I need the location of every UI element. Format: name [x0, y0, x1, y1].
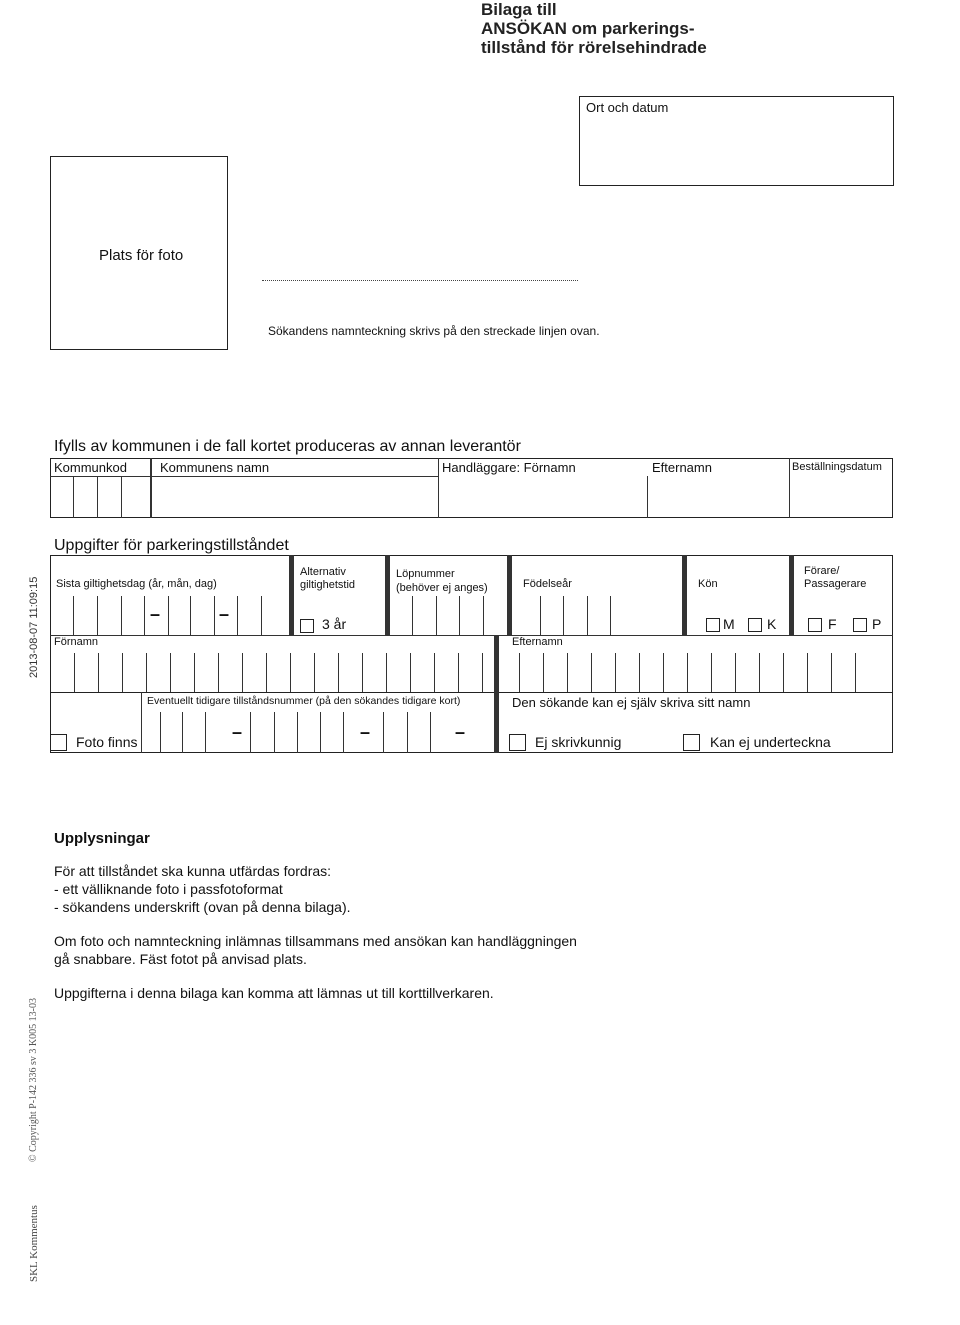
label-sex-k: K: [767, 616, 777, 632]
label-kan-ej-skriva: Den sökande kan ej själv skriva sitt namn: [512, 695, 751, 710]
permit-heading: Uppgifter för parkeringstillståndet: [54, 537, 289, 554]
previous-number-cells[interactable]: [160, 712, 490, 753]
label-sex-m: M: [723, 616, 735, 632]
checkbox-sex-k[interactable]: [748, 618, 762, 632]
label-fornamn: Förnamn: [54, 636, 99, 648]
label-fodelsear: Födelseår: [523, 578, 572, 590]
col-handlaggare-efternamn: Efternamn: [652, 460, 712, 475]
checkbox-foto-finns[interactable]: [50, 734, 67, 751]
label-forare-passagerare: Förare/ Passagerare: [804, 565, 867, 590]
date-box-label: Ort och datum: [586, 100, 669, 115]
photo-box-label: Plats för foto: [99, 247, 184, 264]
label-lopnummer-note: (behöver ej anges): [396, 582, 488, 594]
col-bestallningsdatum: Beställningsdatum: [792, 461, 882, 473]
label-sista-giltighetsdag: Sista giltighetsdag (år, mån, dag): [56, 578, 217, 590]
label-eventuellt-tidigare: Eventuellt tidigare tillståndsnummer (på den sökandes tidigare kort): [147, 695, 461, 707]
municipality-heading: Ifylls av kommunen i de fall kortet produceras av annan leverantör: [54, 438, 521, 455]
label-foto-finns: Foto finns: [76, 734, 138, 750]
label-efternamn: Efternamn: [512, 636, 563, 648]
photo-box[interactable]: [50, 156, 228, 350]
info-paragraph-3: Uppgifterna i denna bilaga kan komma att lämnas ut till korttillverkaren.: [54, 985, 494, 1001]
col-kommunkod: Kommunkod: [54, 460, 127, 475]
title-line-1: Bilaga till: [481, 0, 557, 19]
side-timestamp: 2013-08-07 11:09:15: [28, 576, 40, 678]
checkbox-sex-m[interactable]: [706, 618, 720, 632]
checkbox-role-f[interactable]: [808, 618, 822, 632]
info-heading: Upplysningar: [54, 830, 150, 847]
label-lopnummer: Löpnummer: [396, 568, 455, 580]
signature-note: Sökandens namnteckning skrivs på den streckade linjen ovan.: [268, 324, 600, 338]
checkbox-role-p[interactable]: [853, 618, 867, 632]
title-line-2: ANSÖKAN om parkerings-: [481, 19, 695, 38]
label-role-p: P: [872, 616, 882, 632]
checkbox-3-ar[interactable]: [300, 619, 314, 633]
label-alternativ-giltighetstid: Alternativ giltighetstid: [300, 566, 356, 591]
col-kommunens-namn: Kommunens namn: [160, 460, 270, 475]
date-box[interactable]: [579, 96, 894, 186]
col-handlaggare-fornamn: Handläggare: Förnamn: [442, 460, 576, 475]
label-kan-ej-underteckna: Kan ej underteckna: [710, 734, 831, 750]
signature-line[interactable]: [262, 280, 578, 281]
name-cells[interactable]: [50, 653, 893, 693]
document-title: [481, 0, 707, 57]
label-3-ar: 3 år: [322, 616, 347, 632]
label-kon: Kön: [698, 578, 718, 590]
label-ej-skrivkunnig: Ej skrivkunnig: [535, 734, 622, 750]
title-line-3: tillstånd för rörelsehindrade: [481, 38, 707, 57]
checkbox-ej-skrivkunnig[interactable]: [509, 734, 526, 751]
checkbox-kan-ej-underteckna[interactable]: [683, 734, 700, 751]
side-copyright: © Copyright P-142 336 sv 3 K005 13-03: [28, 998, 39, 1162]
info-paragraph-1: För att tillståndet ska kunna utfärdas fordras: - ett välliknande foto i passfotoformat - sökandens underskrift (ovan på denna bilaga).: [54, 863, 351, 915]
info-paragraph-2: Om foto och namnteckning inlämnas tillsammans med ansökan kan handläggningen gå snabbare. Fäst fotot på anvisad plats.: [54, 933, 577, 967]
label-role-f: F: [828, 616, 837, 632]
side-publisher: SKL Kommentus: [28, 1205, 40, 1282]
